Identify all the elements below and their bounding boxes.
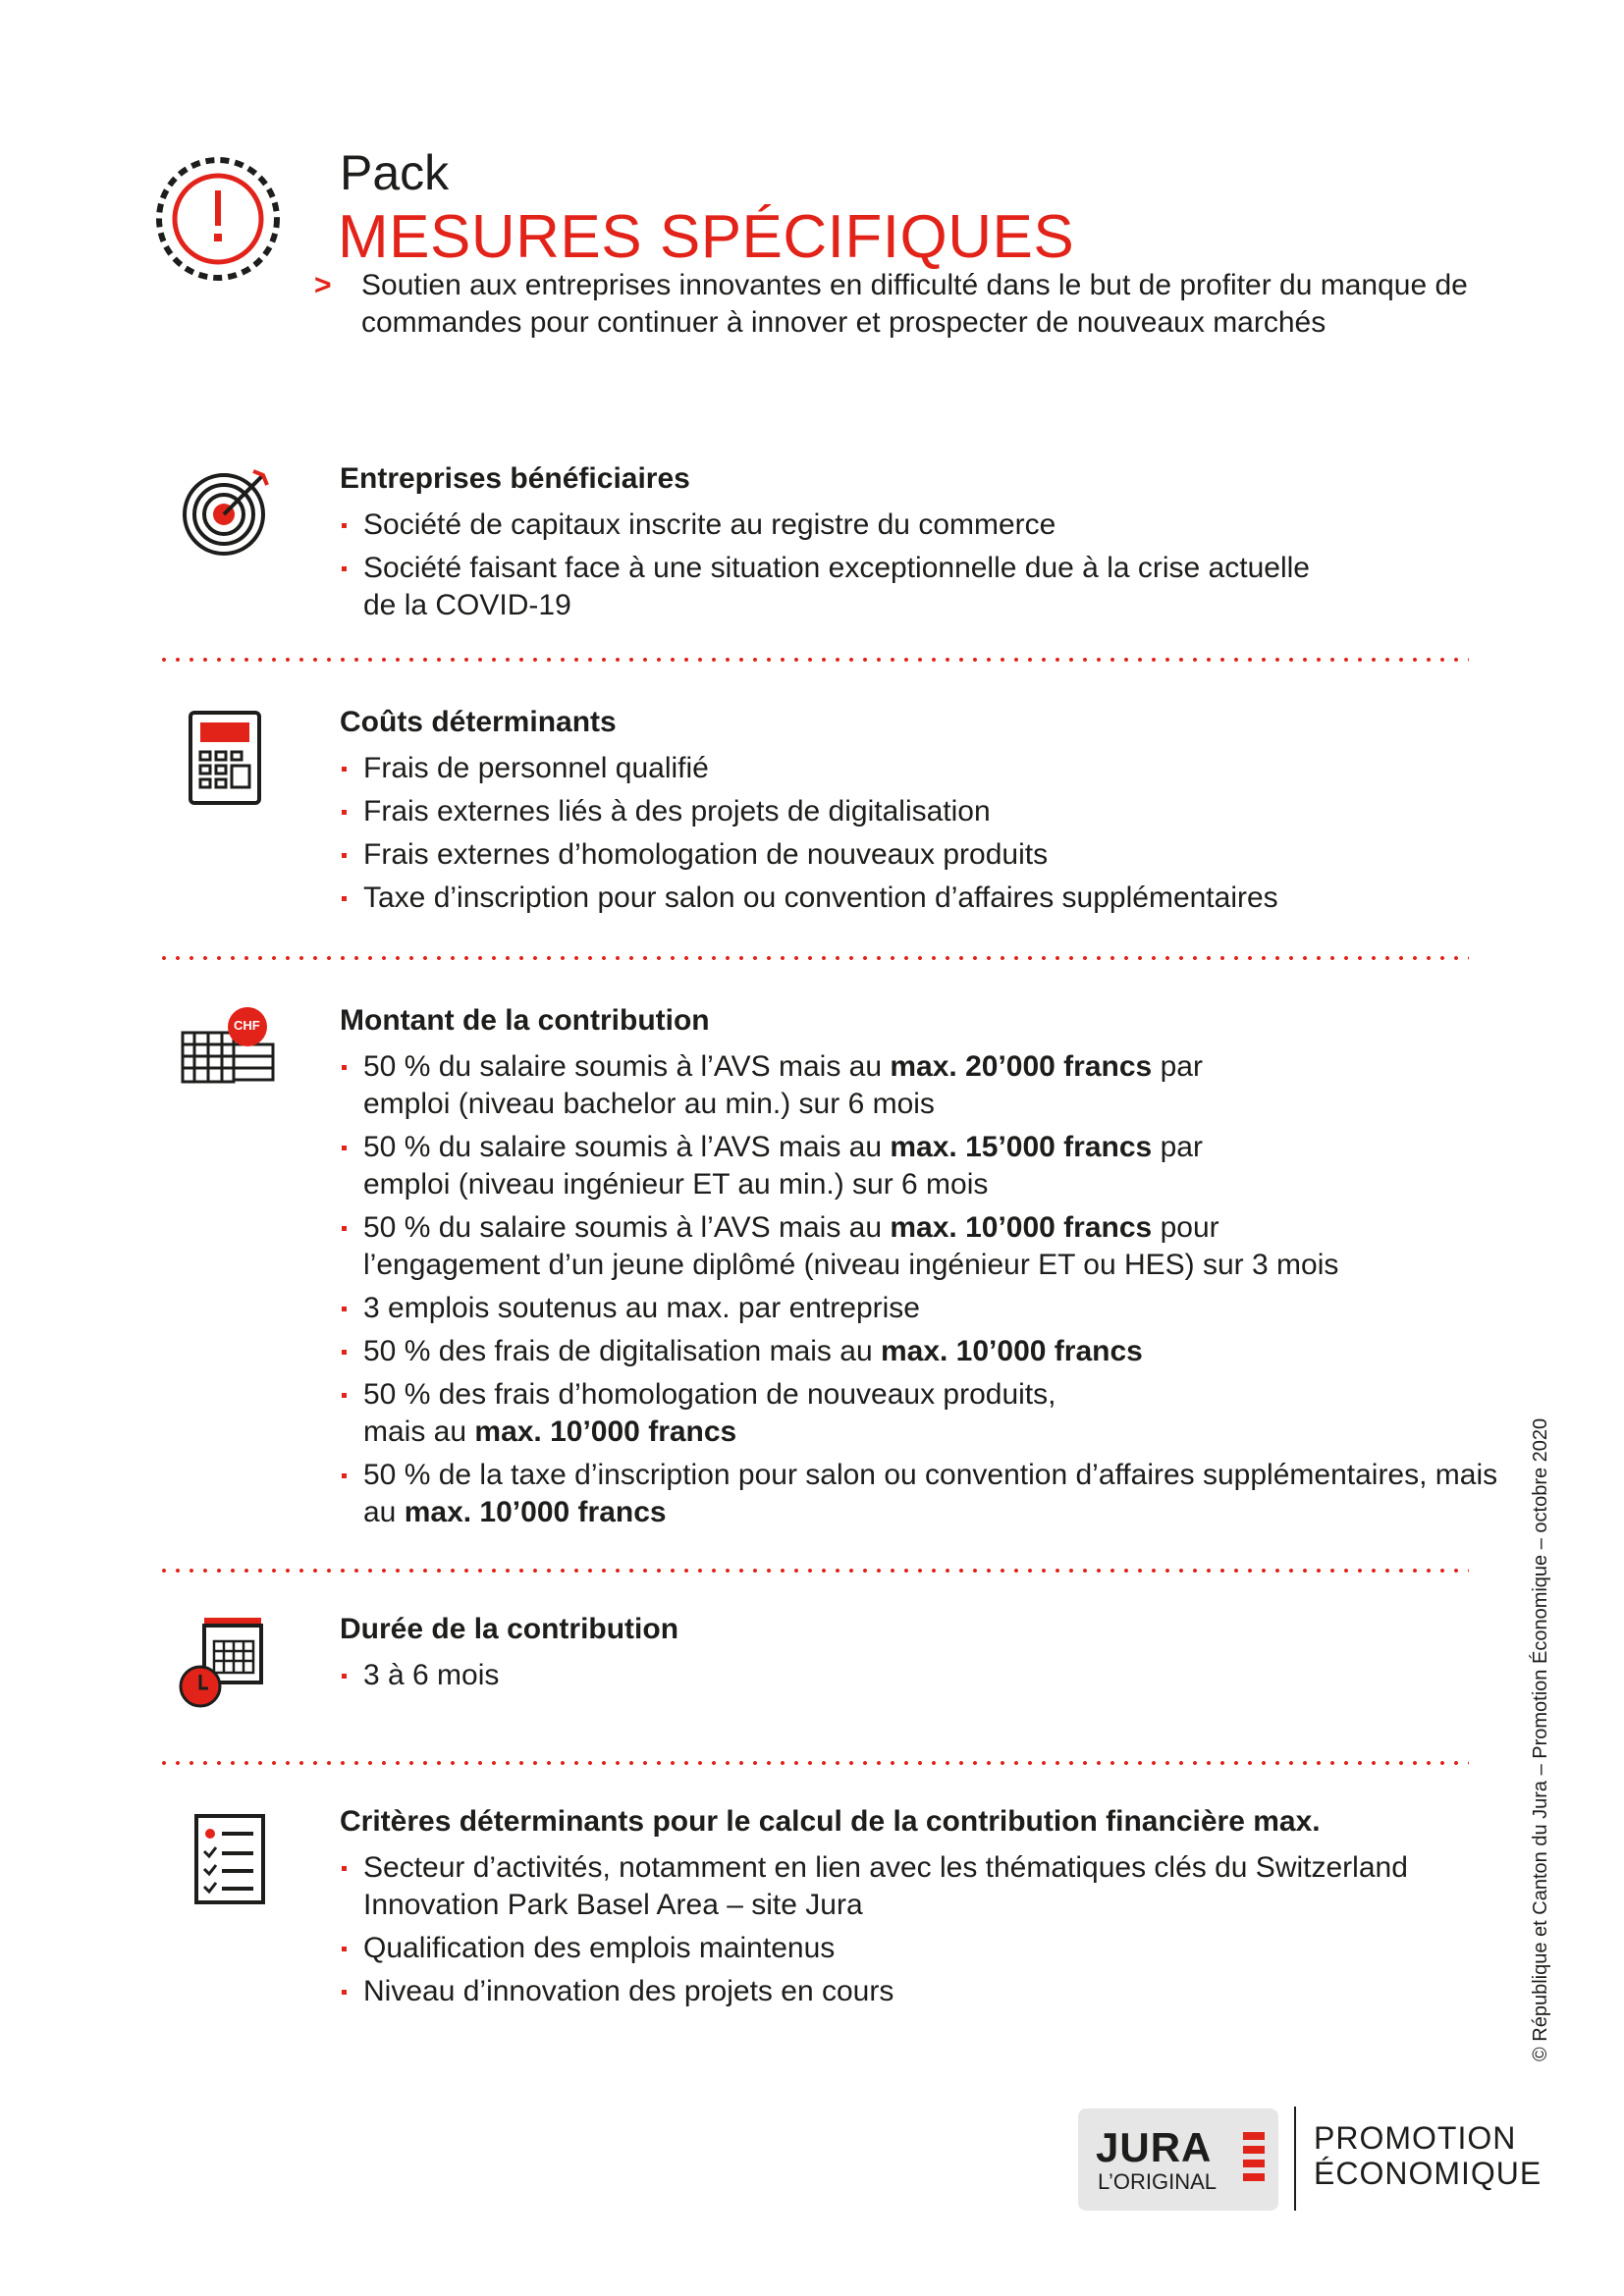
list-item: 50 % du salaire soumis à l’AVS mais au max. 20’000 francs par emploi (niveau bachelor au min.) sur 6 mois — [340, 1048, 1247, 1123]
dotted-divider — [157, 658, 1469, 662]
list-item: Frais externes liés à des projets de digitalisation — [340, 793, 1479, 830]
pack-label: Pack — [340, 145, 450, 200]
list-item: 50 % des frais d’homologation de nouveaux produits, mais au max. 10’000 francs — [340, 1376, 1110, 1451]
list-item: 50 % du salaire soumis à l’AVS mais au max. 15’000 francs par emploi (niveau ingénieur ET au min.) sur 6 mois — [340, 1129, 1247, 1203]
logo-bars-icon — [1243, 2132, 1265, 2187]
logo-sub-text: L’ORIGINAL — [1098, 2169, 1218, 2194]
copyright-text: © République et Canton du Jura – Promotion Économique – octobre 2020 — [1530, 1417, 1551, 2061]
promo-line-2: ÉCONOMIQUE — [1314, 2156, 1543, 2191]
section-beneficiaries — [340, 461, 1479, 630]
page-title: MESURES SPÉCIFIQUES — [338, 203, 1075, 271]
list-item: Qualification des emplois maintenus — [340, 1930, 1479, 1967]
section-criteria — [340, 1804, 1479, 2016]
jura-logo — [1078, 2109, 1278, 2211]
lead-paragraph — [314, 267, 1477, 342]
money-chf-icon — [179, 1005, 287, 1103]
chf-label: CHF — [234, 1018, 260, 1033]
list-item: Taxe d’inscription pour salon ou convention d’affaires supplémentaires — [340, 880, 1479, 917]
calculator-icon — [187, 709, 285, 807]
list-item: 3 emplois soutenus au max. par entreprise — [340, 1290, 1479, 1327]
promo-line-1: PROMOTION — [1314, 2120, 1517, 2156]
promotion-economique-label — [1314, 2120, 1542, 2191]
list-item: Frais de personnel qualifié — [340, 750, 1479, 787]
alert-clock-icon — [155, 145, 281, 293]
section-duration — [340, 1612, 1479, 1700]
list-item: 3 à 6 mois — [340, 1657, 1479, 1694]
section-costs — [340, 705, 1479, 923]
list-item: 50 % des frais de digitalisation mais au max. 10’000 francs — [340, 1333, 1479, 1370]
logo-main-text: JURA — [1096, 2124, 1213, 2170]
section-title: Montant de la contribution — [340, 1004, 710, 1037]
list-item: 50 % du salaire soumis à l’AVS mais au max. 10’000 francs pour l’engagement d’un jeune diplômé (niveau ingénieur ET ou HES) sur 3 mois — [340, 1209, 1355, 1284]
section-title: Critères déterminants pour le calcul de la contribution financière max. — [340, 1805, 1321, 1838]
list-item: Frais externes d’homologation de nouveaux produits — [340, 836, 1479, 874]
list-item: Secteur d’activités, notamment en lien avec les thématiques clés du Switzerland Innovation Park Basel Area – site Jura — [340, 1849, 1473, 1924]
dotted-divider — [157, 1569, 1469, 1573]
chevron-right-icon: > — [314, 269, 332, 301]
section-title: Coûts déterminants — [340, 706, 617, 738]
dotted-divider — [157, 956, 1469, 960]
lead-text: Soutien aux entreprises innovantes en difficulté dans le but de profiter du manque de commandes pour continuer à innover et prospecter de nouveaux marchés — [361, 269, 1468, 339]
target-icon — [179, 461, 277, 560]
list-item: Société de capitaux inscrite au registre du commerce — [340, 507, 1479, 544]
list-item: Société faisant face à une situation exceptionnelle due à la crise actuelle de la COVID-19 — [340, 550, 1345, 624]
section-title: Durée de la contribution — [340, 1613, 679, 1645]
list-item: Niveau d’innovation des projets en cours — [340, 1973, 1479, 2010]
checklist-icon — [192, 1812, 291, 1910]
section-amount — [340, 1003, 1498, 1537]
dotted-divider — [157, 1761, 1469, 1765]
footer-divider — [1294, 2107, 1296, 2211]
calendar-clock-icon — [177, 1612, 275, 1710]
section-title: Entreprises bénéficiaires — [340, 462, 690, 495]
list-item: 50 % de la taxe d’inscription pour salon ou convention d’affaires supplémentaires, mais au max. 10’000 francs — [340, 1457, 1502, 1531]
